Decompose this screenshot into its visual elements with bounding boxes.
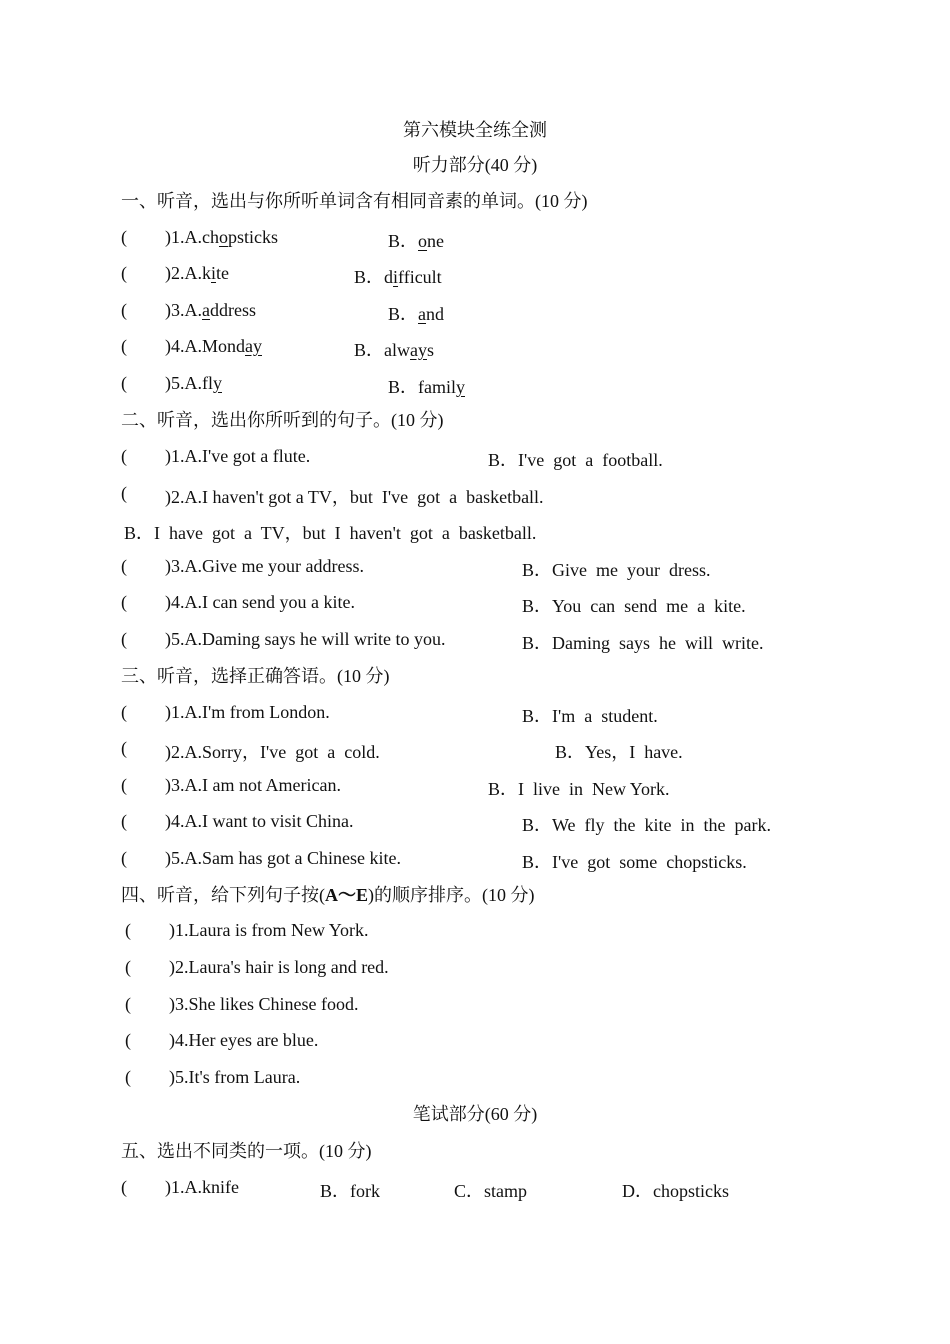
answer-paren[interactable]: ( (121, 227, 127, 247)
option-d: D．chopsticks (622, 1181, 729, 1201)
answer-paren[interactable]: ( (121, 592, 127, 612)
option-a: )4.A.I want to visit China. (165, 811, 354, 831)
option-b: B．I live in New York. (488, 779, 670, 799)
answer-paren[interactable]: ( (121, 556, 127, 576)
answer-paren[interactable]: ( (121, 483, 127, 503)
option-b: B．I've got some chopsticks. (522, 852, 747, 872)
option-b: B．I'm a student. (522, 706, 658, 726)
option-a: )2.A.I haven't got a TV，but I've got a basketball. (165, 487, 544, 507)
option-a: )1.A.I've got a flute. (165, 446, 311, 466)
answer-paren[interactable]: ( (125, 957, 131, 977)
answer-paren[interactable]: ( (121, 811, 127, 831)
option-b: B．Yes，I have. (555, 742, 683, 762)
option-b: B．We fly the kite in the park. (522, 815, 771, 835)
section-2-heading: 二、听音，选出你所听到的句子。(10 分) (121, 410, 444, 430)
written-part-title: 笔试部分(60 分) (412, 1104, 538, 1124)
answer-paren[interactable]: ( (125, 994, 131, 1014)
sentence: )4.Her eyes are blue. (169, 1030, 319, 1050)
option-a: )3.A.address (165, 300, 256, 320)
listening-part-title: 听力部分(40 分) (412, 155, 538, 175)
option-a: )1.A.knife (165, 1177, 239, 1197)
page-title: 第六模块全练全测 (403, 120, 547, 140)
answer-paren[interactable]: ( (125, 1030, 131, 1050)
option-b: B．Daming says he will write. (522, 633, 764, 653)
answer-paren[interactable]: ( (121, 373, 127, 393)
option-a: )3.A.I am not American. (165, 775, 341, 795)
answer-paren[interactable]: ( (121, 738, 127, 758)
answer-paren[interactable]: ( (121, 446, 127, 466)
answer-paren[interactable]: ( (121, 775, 127, 795)
sentence: )2.Laura's hair is long and red. (169, 957, 389, 977)
option-b: B．You can send me a kite. (522, 596, 746, 616)
option-a: )5.A.Daming says he will write to you. (165, 629, 446, 649)
answer-paren[interactable]: ( (125, 1067, 131, 1087)
section-5-heading: 五、选出不同类的一项。(10 分) (121, 1141, 372, 1161)
option-a: )1.A.chopsticks (165, 227, 278, 247)
option-a: )5.A.Sam has got a Chinese kite. (165, 848, 401, 868)
answer-paren[interactable]: ( (121, 336, 127, 356)
section-4-heading: 四、听音，给下列句子按(A～E)的顺序排序。(10 分) (121, 885, 535, 905)
option-b: B．always (354, 340, 435, 360)
option-a: )2.A.Sorry，I've got a cold. (165, 742, 380, 762)
option-b: B．family (388, 377, 465, 397)
answer-paren[interactable]: ( (121, 1177, 127, 1197)
option-a: )5.A.fly (165, 373, 222, 393)
answer-paren[interactable]: ( (125, 920, 131, 940)
answer-paren[interactable]: ( (121, 629, 127, 649)
option-b: B．fork (320, 1181, 380, 1201)
option-b: B．Give me your dress. (522, 560, 711, 580)
option-a: )3.A.Give me your address. (165, 556, 364, 576)
option-b: B．difficult (354, 267, 442, 287)
section-1-heading: 一、听音，选出与你所听单词含有相同音素的单词。(10 分) (121, 191, 588, 211)
sentence: )3.She likes Chinese food. (169, 994, 359, 1014)
sentence: )1.Laura is from New York. (169, 920, 369, 940)
option-a: )4.A.Monday (165, 336, 262, 356)
s2-item-2-option-b: B．I have got a TV，but I haven't got a basketball. (124, 523, 537, 543)
answer-paren[interactable]: ( (121, 263, 127, 283)
answer-paren[interactable]: ( (121, 300, 127, 320)
option-b: B．one (388, 231, 445, 251)
sentence: )5.It's from Laura. (169, 1067, 301, 1087)
option-c: C．stamp (454, 1181, 528, 1201)
section-3-heading: 三、听音，选择正确答语。(10 分) (121, 666, 390, 686)
option-b: B．and (388, 304, 445, 324)
option-a: )1.A.I'm from London. (165, 702, 330, 722)
answer-paren[interactable]: ( (121, 848, 127, 868)
answer-paren[interactable]: ( (121, 702, 127, 722)
option-a: )4.A.I can send you a kite. (165, 592, 355, 612)
option-b: B．I've got a football. (488, 450, 663, 470)
option-a: )2.A.kite (165, 263, 230, 283)
